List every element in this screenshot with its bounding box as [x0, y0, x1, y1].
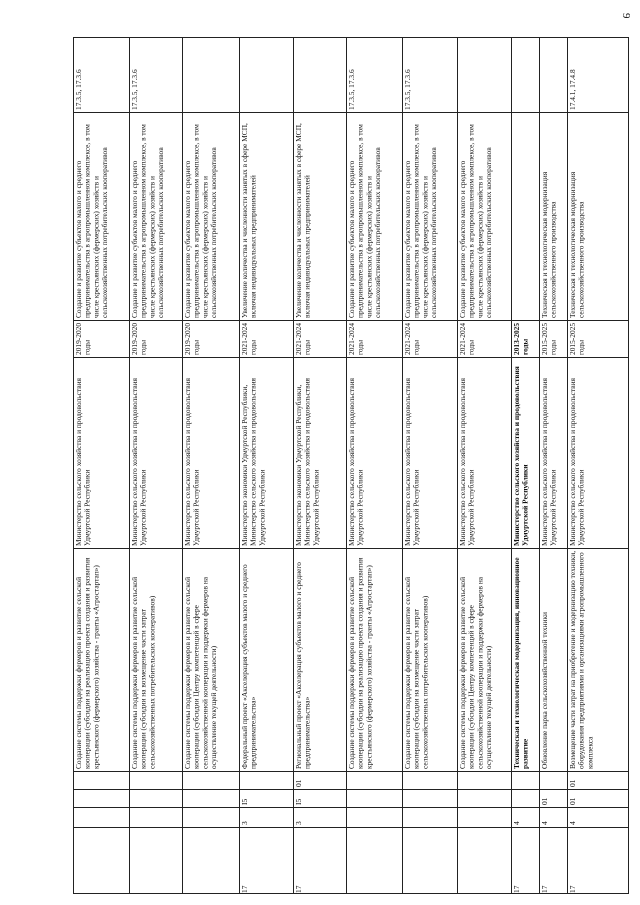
cell-c3 [74, 789, 129, 807]
cell-period: 2015-2025 годы [540, 322, 558, 355]
cell-c3: I5 [294, 798, 303, 805]
cell-c3 [347, 789, 403, 807]
cell-c4 [130, 771, 183, 789]
cell-name: Техническая и технологическая модернизация, инновационное развитие [512, 557, 530, 769]
cell-c1: 17 [568, 885, 577, 893]
cell-name: Создание системы поддержки фермеров и развитие сельской кооперации (субсидии Центру компетенций в сфере сельскохозяйственной кооперации и поддержки фермеров на осуществление текущей деятельности) [183, 576, 219, 769]
cell-exec: Министерство экономики Удмуртской Республики, Министерство сельского хозяйства и продовольствия Удмуртской Республики [240, 378, 267, 546]
cell-c1 [458, 827, 512, 895]
cell-c2: 4 [540, 821, 549, 825]
cell-c2 [458, 807, 512, 827]
cell-ind [183, 38, 240, 112]
cell-result [512, 112, 540, 320]
cell-c4: 01 [568, 779, 577, 787]
cell-c1: 17 [294, 885, 303, 893]
cell-c3: 01 [540, 797, 549, 805]
cell-c4 [347, 771, 403, 789]
cell-exec: Министерство сельского хозяйства и продовольствия Удмуртской Республики [540, 378, 558, 546]
cell-exec: Министерство сельского хозяйства и продовольствия Удмуртской Республики [512, 366, 530, 546]
cell-c4 [74, 771, 129, 789]
table-row [239, 38, 293, 893]
cell-exec: Министерство сельского хозяйства и продовольствия Удмуртской Республики [568, 378, 586, 546]
page-number: 9 [620, 13, 632, 19]
cell-c2: 3 [294, 821, 303, 825]
table-row [182, 38, 239, 893]
cell-ind: 17.3.5, 17.3.6 [347, 69, 356, 110]
cell-period: 2019-2020 годы [183, 322, 201, 355]
cell-exec: Министерство сельского хозяйства и продовольствия Удмуртской Республики [183, 378, 201, 546]
cell-name: Региональный проект «Акселерация субъектов малого и среднего предпринимательства» [294, 562, 312, 769]
cell-c3 [512, 789, 540, 807]
cell-c1 [403, 827, 458, 895]
cell-ind [294, 38, 347, 112]
cell-exec: Министерство экономики Удмуртской Республики, Министерство сельского хозяйства и продовольствия Удмуртской Республики [294, 378, 321, 546]
cell-c2 [347, 807, 403, 827]
cell-c3 [458, 789, 512, 807]
cell-ind [458, 38, 512, 112]
cell-period: 2021-2024 годы [347, 322, 365, 355]
cell-c2 [403, 807, 458, 827]
cell-c1 [183, 827, 240, 895]
cell-result: Техническая и технологическая модернизация сельскохозяйственного производства [568, 171, 586, 318]
cell-exec: Министерство сельского хозяйства и продовольствия Удмуртской Республики [458, 378, 476, 546]
cell-period: 2019-2020 годы [74, 322, 92, 355]
cell-c2: 3 [240, 821, 249, 825]
cell-name: Создание системы поддержки фермеров и развитие сельской кооперации (субсидии на возмещение части затрат сельскохозяйственных потребительских кооперативов) [403, 576, 430, 769]
cell-period: 2019-2020 годы [130, 322, 148, 355]
cell-result: Создание и развитие субъектов малого и среднего предпринимательства в агропромышленном комплексе, в том числе крестьянских (фермерских) хозяйств и сельскохозяйственных потребительских кооперативов [347, 124, 383, 318]
cell-c3 [403, 789, 458, 807]
cell-result: Увеличение количества и численности занятых в сфере МСП, включая индивидуальных предпринимателей [240, 123, 258, 318]
cell-c2 [183, 807, 240, 827]
cell-c1: 17 [540, 885, 549, 893]
cell-c2 [130, 807, 183, 827]
table-row [511, 38, 539, 893]
table-row [346, 38, 402, 893]
cell-name: Создание системы поддержки фермеров и развитие сельской кооперации (субсидии на возмещение части затрат сельскохозяйственных потребительских кооперативов) [130, 576, 157, 769]
table-row [567, 38, 629, 893]
table-row [539, 38, 567, 893]
cell-result: Техническая и технологическая модернизация сельскохозяйственного производства [540, 171, 558, 318]
cell-period: 2015-2025 годы [568, 322, 586, 355]
cell-c4: 01 [294, 779, 303, 787]
cell-c1 [130, 827, 183, 895]
table-row [402, 38, 457, 893]
table-row [74, 38, 129, 893]
cell-c3 [183, 789, 240, 807]
cell-result: Создание и развитие субъектов малого и среднего предпринимательства в агропромышленном комплексе, в том числе крестьянских (фермерских) хозяйств и сельскохозяйственных потребительских кооперативов [458, 124, 494, 318]
cell-name: Возмещение части затрат на приобретение и модернизацию техники, оборудования предприятиями и организациями агропромышленного комплекса [568, 550, 595, 769]
cell-ind [512, 38, 540, 112]
cell-c3: I5 [240, 798, 249, 805]
cell-c1 [347, 827, 403, 895]
cell-c3 [130, 789, 183, 807]
cell-c4 [403, 771, 458, 789]
cell-name: Создание системы поддержки фермеров и развитие сельской кооперации (субсидии на реализацию проекта создания и развития крестьянского (фермерского) хозяйства - гранты «Агростартап») [347, 557, 374, 769]
cell-c2: 4 [512, 821, 521, 825]
cell-c4 [183, 771, 240, 789]
cell-name: Создание системы поддержки фермеров и развитие сельской кооперации (субсидии Центру компетенций в сфере сельскохозяйственной кооперации и поддержки фермеров на осуществление текущей деятельности) [458, 576, 494, 769]
cell-c1: 17 [512, 885, 521, 893]
cell-exec: Министерство сельского хозяйства и продовольствия Удмуртской Республики [130, 378, 148, 546]
cell-ind [540, 38, 568, 112]
cell-name: Федеральный проект «Акселерация субъектов малого и среднего предпринимательства» [240, 564, 258, 769]
cell-ind: 17.3.5, 17.3.6 [403, 69, 412, 110]
cell-ind: 17.4.1, 17.4.8 [568, 69, 577, 110]
cell-period: 2021-2024 годы [294, 322, 312, 355]
cell-ind [240, 38, 294, 112]
cell-period: 2021-2024 годы [403, 322, 421, 355]
cell-exec: Министерство сельского хозяйства и продовольствия Удмуртской Республики [347, 378, 365, 546]
cell-c4 [540, 771, 568, 789]
measures-table [73, 37, 629, 894]
cell-c4 [240, 771, 294, 789]
cell-c2 [74, 807, 129, 827]
cell-exec: Министерство сельского хозяйства и продовольствия Удмуртской Республики [74, 378, 92, 546]
cell-period: 2021-2024 годы [240, 322, 258, 355]
cell-result: Создание и развитие субъектов малого и среднего предпринимательства в агропромышленном комплексе, в том числе крестьянских (фермерских) хозяйств и сельскохозяйственных потребительских кооперативов [74, 124, 110, 318]
cell-ind: 17.3.5, 17.3.6 [74, 69, 83, 110]
cell-result: Увеличение количества и численности занятых в сфере МСП, включая индивидуальных предпринимателей [294, 123, 312, 318]
cell-c1 [74, 827, 129, 895]
cell-name: Обновление парка сельскохозяйственной техники [540, 612, 549, 769]
cell-period: 2021-2024 годы [458, 322, 476, 355]
cell-c1: 17 [240, 885, 249, 893]
table-row [293, 38, 346, 893]
cell-c4 [458, 771, 512, 789]
cell-period: 2013-2025 годы [512, 322, 530, 355]
cell-ind: 17.3.5, 17.3.6 [130, 69, 139, 110]
table-row [457, 38, 511, 893]
cell-c4 [512, 771, 540, 789]
cell-result: Создание и развитие субъектов малого и среднего предпринимательства в агропромышленном комплексе, в том числе крестьянских (фермерских) хозяйств и сельскохозяйственных потребительских кооперативов [403, 124, 439, 318]
cell-c2: 4 [568, 821, 577, 825]
cell-c3: 01 [568, 797, 577, 805]
cell-exec: Министерство сельского хозяйства и продовольствия Удмуртской Республики [403, 378, 421, 546]
cell-result: Создание и развитие субъектов малого и среднего предпринимательства в агропромышленном комплексе, в том числе крестьянских (фермерских) хозяйств и сельскохозяйственных потребительских кооперативов [183, 124, 219, 318]
cell-result: Создание и развитие субъектов малого и среднего предпринимательства в агропромышленном комплексе, в том числе крестьянских (фермерских) хозяйств и сельскохозяйственных потребительских кооперативов [130, 124, 166, 318]
table-row [129, 38, 182, 893]
cell-name: Создание системы поддержки фермеров и развитие сельской кооперации (субсидии на реализацию проекта создания и развития крестьянского (фермерского) хозяйства - гранты «Агростартап») [74, 557, 101, 769]
